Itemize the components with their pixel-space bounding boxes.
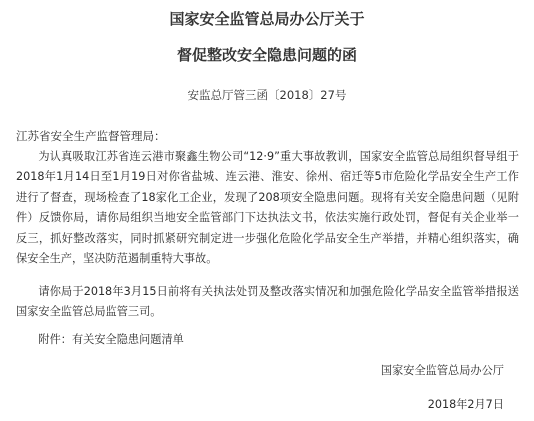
title-line-1: 国家安全监管总局办公厅关于 bbox=[169, 10, 365, 28]
title-line-2: 督促整改安全隐患问题的函 bbox=[176, 46, 357, 64]
body-paragraph-1: 为认真吸取江苏省连云港市聚鑫生物公司“12·9”重大事故教训，国家安全监管总局组织督导组于2018年1月14日至1月19日对你省盐城、连云港、淮安、徐州、宿迁等5市危险化学品安全生产工作进行了督查，现场检查了18家化工企业，发现了208项安全隐患问题。现将有关安全隐患问题（见附件）反馈你局，请你局组织当地安全监管部门下达执法文书，依法实施行政处罚，督促有关企业举一反三，抓好整改落实，同时抓紧研究制定进一步强化危险化学品安全生产举措，并精心组织落实，确保安全生产，坚决防范遏制重特大事故。 bbox=[16, 150, 519, 266]
signature-date: 2018年2月7日 bbox=[427, 398, 504, 411]
document-number: 安监总厅管三函〔2018〕27号 bbox=[187, 88, 347, 102]
signature-organization: 国家安全监管总局办公厅 bbox=[380, 364, 504, 377]
attachment-line: 附件：有关安全隐患问题清单 bbox=[38, 333, 184, 346]
addressee: 江苏省安全生产监督管理局： bbox=[16, 129, 166, 143]
body-paragraph-2: 请你局于2018年3月15日前将有关执法处罚及整改落实情况和加强危险化学品安全监管举措报送国家安全监管总局监管三司。 bbox=[16, 285, 519, 319]
